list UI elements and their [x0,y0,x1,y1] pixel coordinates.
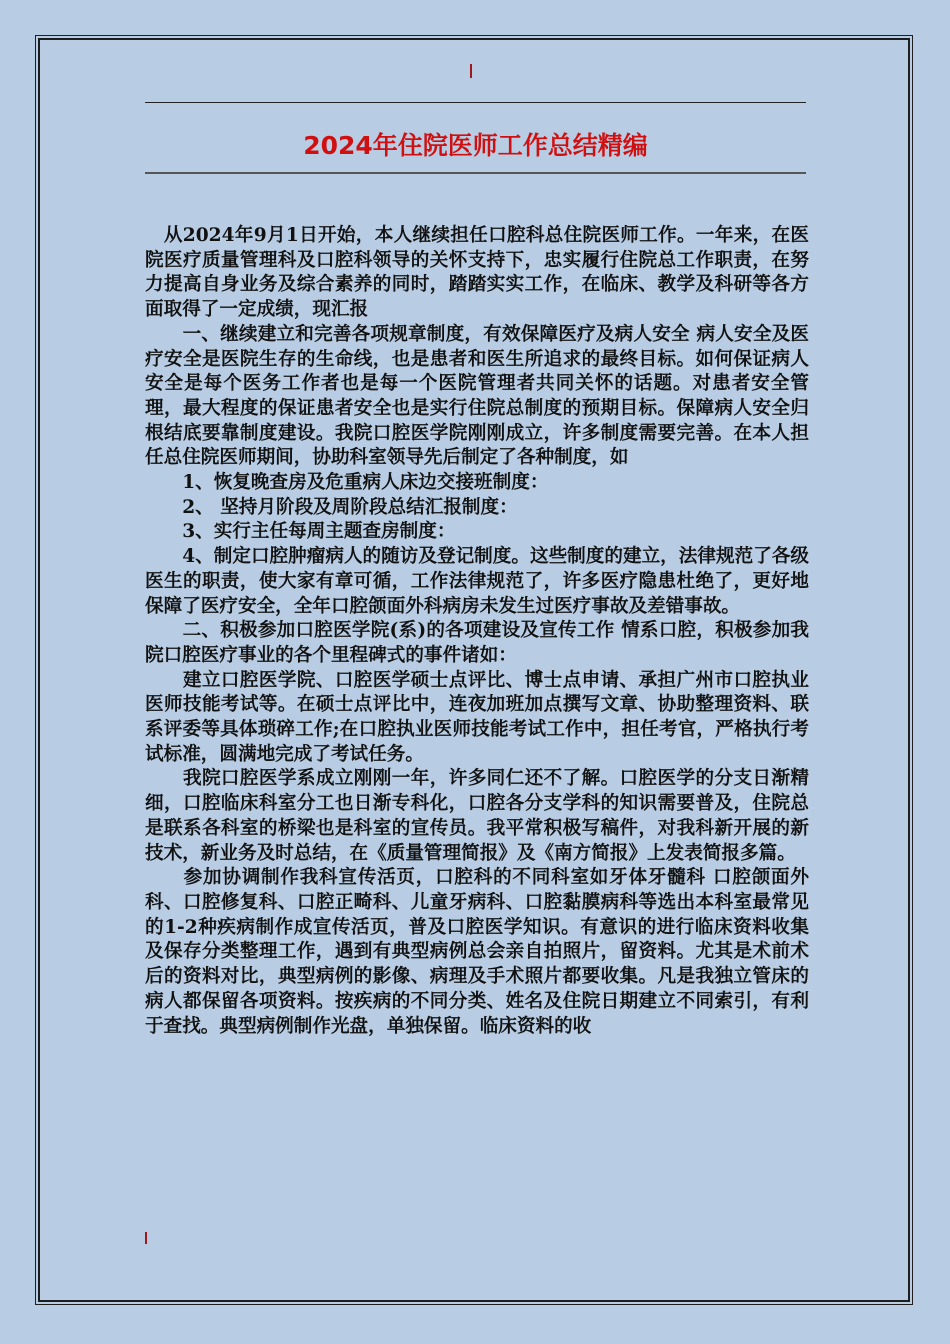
list-item-3: 3、实行主任每周主题查房制度： [145,521,456,543]
paragraph-materials: 参加协调制作我科宣传活页，口腔科的不同科室如牙体牙髓科 口腔颌面外科、口腔修复科、口腔正畸科、儿童牙病科、口腔黏膜病科等选出本科室最常见的1-2种疾病制作成宣传活页，普及口腔医学知识。有意识的进行临床资料收集及保存分类整理工作，遇到有典型病例总会亲自拍照片，留资料。尤其是术前术后的资料对比，典型病例的影像、病理及手术照片都要收集。凡是我独立管床的病人都保留各项资料。按疾病的不同分类、姓名及住院日期建立不同索引，有利于查找。典型病例制作光盘，单独保留。临床资料的收 [145,867,809,1037]
document-title: 2024年住院医师工作总结精编 [303,131,648,160]
paragraph-events: 建立口腔医学院、口腔医学硕士点评比、博士点申请、承担广州市口腔执业医师技能考试等。在硕士点评比中，连夜加班加点撰写文章、协助整理资料、联系评委等具体琐碎工作;在口腔执业医师技能考试工作中，担任考官，严格执行考试标准，圆满地完成了考试任务。 [145,669,809,765]
paragraph-intro: 从2024年9月1日开始，本人继续担任口腔科总住院医师工作。一年来，在医院医疗质量管理科及口腔科领导的关怀支持下，忠实履行住院总工作职责，在努力提高自身业务及综合素养的同时，踏踏实实工作，在临床、教学及科研等各方面取得了一定成绩，现汇报 [145,225,809,321]
list-item-4: 4、制定口腔肿瘤病人的随访及登记制度。这些制度的建立，法律规范了各级医生的职责，使大家有章可循，工作法律规范了，许多医疗隐患杜绝了，更好地保障了医疗安全，全年口腔颌面外科病房未发生过医疗事故及差错事故。 [145,546,809,617]
paragraph-section-2: 二、积极参加口腔医学院(系)的各项建设及宣传工作 情系口腔，积极参加我院口腔医疗事业的各个里程碑式的事件诸如： [145,620,809,666]
paragraph-publicity: 我院口腔医学系成立刚刚一年，许多同仁还不了解。口腔医学的分支日渐精细，口腔临床科室分工也日渐专科化，口腔各分支学科的知识需要普及，住院总是联系各科室的桥梁也是科室的宣传员。我平常积极写稿件，对我科新开展的新技术，新业务及时总结，在《质量管理简报》及《南方简报》上发表简报多篇。 [145,768,809,864]
header-mark [470,64,472,78]
title-rule [145,172,806,174]
paragraph-section-1: 一、继续建立和完善各项规章制度，有效保障医疗及病人安全 病人安全及医疗安全是医院生存的生命线，也是患者和医生所追求的最终目标。如何保证病人安全是每个医务工作者也是每一个医院管理者共同关怀的话题。对患者安全管理，最大程度的保证患者安全也是实行住院总制度的预期目标。保障病人安全归根结底要靠制度建设。我院口腔医学院刚刚成立，许多制度需要完善。在本人担任总住院医师期间，协助科室领导先后制定了各种制度，如 [145,323,809,469]
document-body [145,224,809,1039]
header-rule [145,102,806,103]
footer-mark [145,1232,147,1244]
list-item-2: 2、 坚持月阶段及周阶段总结汇报制度： [145,496,518,518]
list-item-1: 1、恢复晚查房及危重病人床边交接班制度： [145,472,549,494]
